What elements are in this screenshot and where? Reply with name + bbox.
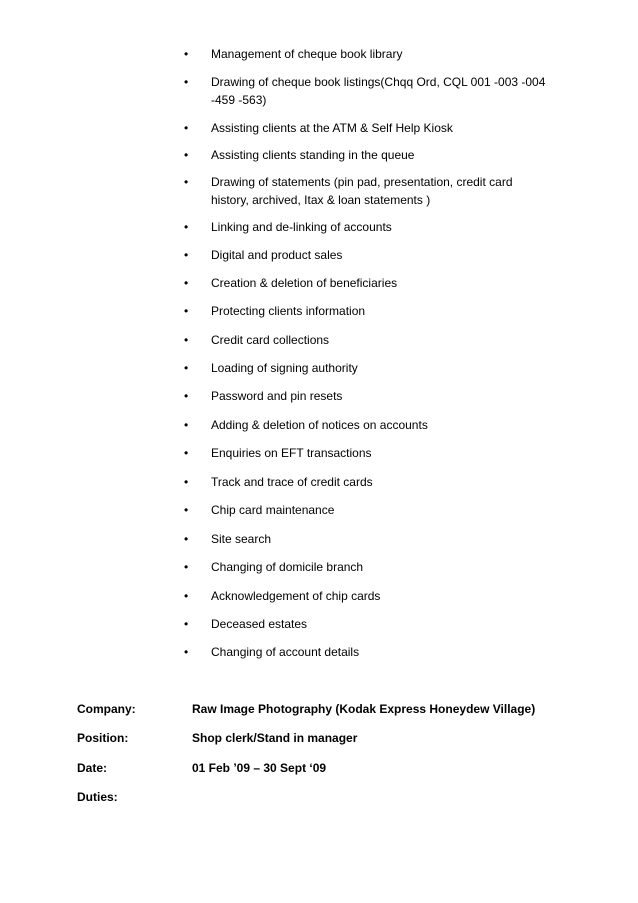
list-item-text: Adding & deletion of notices on accounts	[211, 418, 428, 432]
list-item	[184, 416, 551, 434]
list-item	[184, 146, 551, 164]
position-value: Shop clerk/Stand in manager	[192, 731, 358, 745]
company-value: Raw Image Photography (Kodak Express Honeydew Village)	[192, 702, 536, 716]
bullet-icon: •	[184, 75, 189, 89]
list-item-text: Assisting clients at the ATM & Self Help Kiosk	[211, 121, 453, 135]
bullet-icon: •	[184, 532, 189, 546]
list-item-text: Creation & deletion of beneficiaries	[211, 276, 398, 290]
list-item	[184, 302, 551, 320]
bullet-icon: •	[184, 276, 189, 290]
list-item	[184, 387, 551, 405]
list-item	[184, 359, 551, 377]
duties-label: Duties:	[77, 790, 118, 804]
list-item-text: Track and trace of credit cards	[211, 475, 373, 489]
list-item	[184, 331, 551, 349]
list-item-text: Changing of account details	[211, 645, 360, 659]
list-item	[184, 643, 551, 661]
bullet-icon: •	[184, 47, 189, 61]
bullet-icon: •	[184, 148, 189, 162]
list-item	[184, 501, 551, 519]
list-item	[184, 530, 551, 548]
list-item-text: Site search	[211, 532, 272, 546]
company-label: Company:	[77, 702, 136, 716]
bullet-icon: •	[184, 475, 189, 489]
list-item	[184, 444, 551, 462]
list-item	[184, 274, 551, 292]
list-item-text: Drawing of statements (pin pad, presentation, credit card history, archived, Itax & loan statements )	[211, 175, 513, 207]
list-item-text: Credit card collections	[211, 333, 330, 347]
list-item	[184, 45, 551, 63]
bullet-icon: •	[184, 175, 189, 189]
list-item-text: Assisting clients standing in the queue	[211, 148, 415, 162]
list-item	[184, 473, 551, 491]
bullet-icon: •	[184, 589, 189, 603]
list-item-text: Password and pin resets	[211, 389, 343, 403]
bullet-icon: •	[184, 503, 189, 517]
list-item	[184, 73, 551, 109]
list-item-text: Deceased estates	[211, 617, 308, 631]
bullet-icon: •	[184, 361, 189, 375]
bullet-icon: •	[184, 304, 189, 318]
list-item	[184, 615, 551, 633]
list-item-text: Enquiries on EFT transactions	[211, 446, 372, 460]
bullet-icon: •	[184, 560, 189, 574]
bullet-icon: •	[184, 446, 189, 460]
date-value: 01 Feb ’09 – 30 Sept ‘09	[192, 761, 327, 775]
list-item-text: Digital and product sales	[211, 248, 343, 262]
list-item-text: Drawing of cheque book listings(Chqq Ord, CQL 001 -003 -004 -459 -563)	[211, 75, 546, 107]
list-item-text: Chip card maintenance	[211, 503, 335, 517]
list-item-text: Changing of domicile branch	[211, 560, 364, 574]
list-item-text: Management of cheque book library	[211, 47, 403, 61]
list-item	[184, 558, 551, 576]
bullet-icon: •	[184, 121, 189, 135]
list-item-text: Linking and de-linking of accounts	[211, 220, 392, 234]
bullet-icon: •	[184, 220, 189, 234]
bullet-icon: •	[184, 645, 189, 659]
bullet-icon: •	[184, 333, 189, 347]
bullet-icon: •	[184, 617, 189, 631]
list-item-text: Protecting clients information	[211, 304, 366, 318]
position-label: Position:	[77, 731, 129, 745]
list-item	[184, 246, 551, 264]
bullet-icon: •	[184, 418, 189, 432]
list-item	[184, 173, 551, 209]
bullet-icon: •	[184, 248, 189, 262]
list-item-text: Acknowledgement of chip cards	[211, 589, 381, 603]
list-item	[184, 119, 551, 137]
list-item	[184, 587, 551, 605]
list-item-text: Loading of signing authority	[211, 361, 358, 375]
bullet-icon: •	[184, 389, 189, 403]
date-label: Date:	[77, 761, 108, 775]
list-item	[184, 218, 551, 236]
